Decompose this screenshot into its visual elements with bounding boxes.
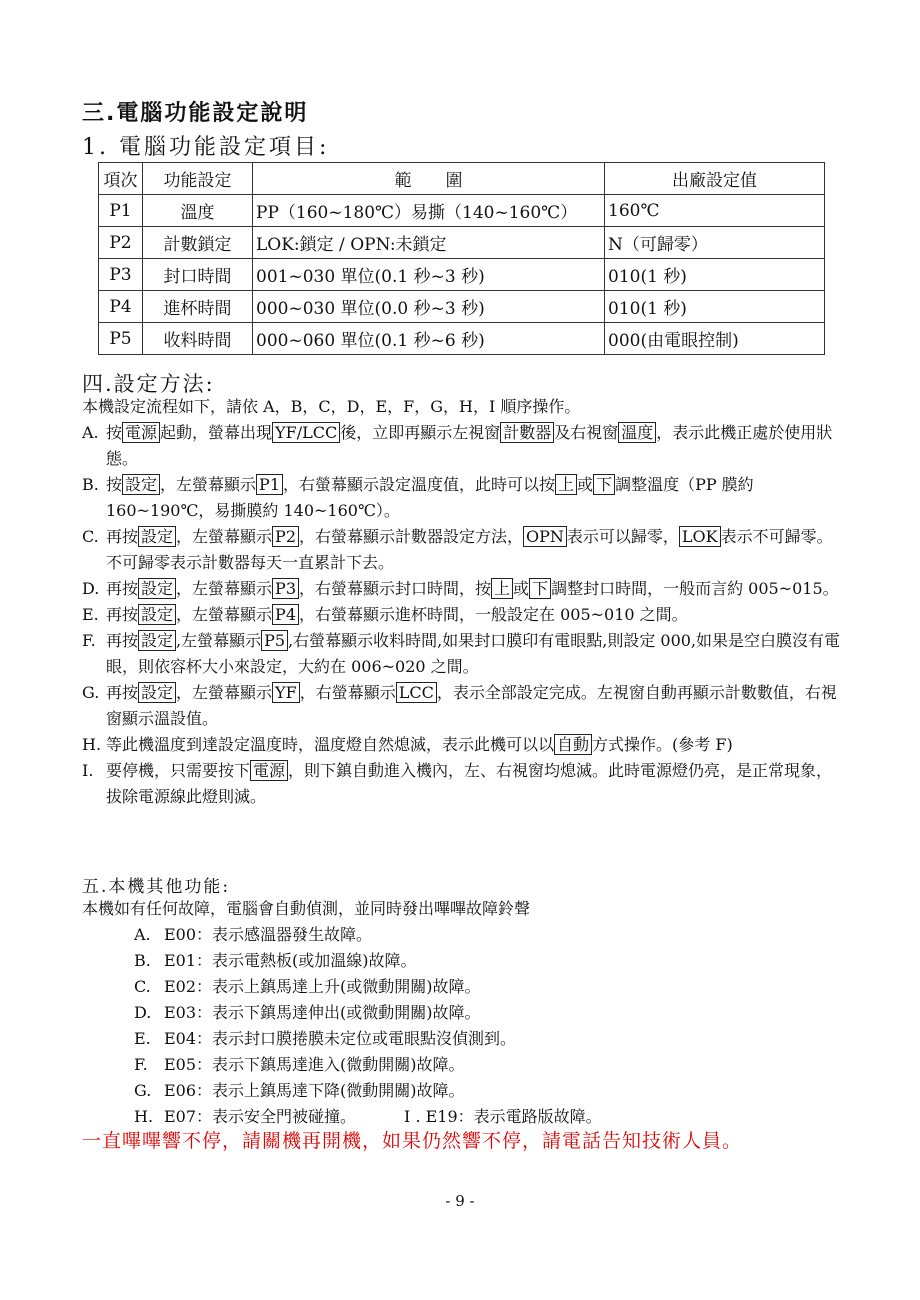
table-row: [99, 195, 825, 227]
cell-no: P5: [99, 323, 143, 355]
step-text: 再按 設定 ,左螢幕顯示 P5 ,右螢幕顯示收料時間,如果封口膜印有電眼點,則設定 000,如果是空白膜沒有電眼，則依容杯大小來設定，大約在 006~020 之間。: [106, 631, 841, 676]
step-e: [82, 602, 842, 628]
setup-steps: [82, 420, 842, 810]
step-label: A.: [82, 423, 99, 442]
step-i: [82, 758, 842, 810]
setup-intro: 本機設定流程如下，請依 A，B，C，D，E，F，G，H，I 順序操作。: [82, 397, 581, 416]
cell-no: P1: [99, 195, 143, 227]
cell-default: 000(由電眼控制): [605, 323, 825, 355]
header-default: 出廠設定值: [605, 163, 825, 195]
list-item: B. E01：表示電熱板(或加溫線)故障。: [134, 951, 417, 970]
set-key-box: 設定: [122, 474, 160, 495]
table-row: [99, 259, 825, 291]
fault-list: [134, 922, 602, 1130]
cell-func: 封口時間: [143, 259, 253, 291]
list-item: G. E06：表示上鎮馬達下降(微動開關)故障。: [134, 1081, 465, 1100]
down-key-box: 下: [593, 474, 615, 495]
step-h: [82, 732, 842, 758]
list-item: C. E02：表示上鎮馬達上升(或微動開關)故障。: [134, 977, 481, 996]
display-box: P1: [256, 474, 283, 495]
step-text: 再按 設定 ，左螢幕顯示 P3 ，右螢幕顯示封口時間，按 上 或 下 調整封口時間，一般而言約 005~015。: [106, 579, 839, 598]
up-key-box: 上: [491, 578, 513, 599]
cell-range: 001~030 單位(0.1 秒~3 秒): [253, 259, 605, 291]
step-text: 再按 設定 ，左螢幕顯示 YF ，右螢幕顯示 LCC ，表示全部設定完成。左視窗自動再顯示計數數值，右視窗顯示溫設值。: [106, 683, 837, 728]
display-box: LOK: [679, 526, 721, 547]
list-item: D. E03：表示下鎮馬達伸出(或微動開關)故障。: [134, 1003, 481, 1022]
step-text: 再按 設定 ，左螢幕顯示 P4 ，右螢幕顯示進杯時間，一般設定在 005~010 之間。: [106, 605, 688, 624]
set-key-box: 設定: [138, 604, 176, 625]
power-key-box: 電源: [250, 760, 288, 781]
step-label: G.: [82, 683, 100, 702]
display-box: P2: [272, 526, 299, 547]
temperature-box: 溫度: [618, 422, 656, 443]
step-f: [82, 628, 842, 680]
settings-table: [98, 162, 825, 355]
set-key-box: 設定: [138, 630, 176, 651]
step-g: [82, 680, 842, 732]
step-text: 要停機，只需要按下 電源 ，則下鎮自動進入機內，左、右視窗均熄滅。此時電源燈仍亮，是正常現象，拔除電源線此燈則滅。: [106, 761, 833, 806]
cell-no: P3: [99, 259, 143, 291]
display-box: YF: [272, 682, 300, 703]
set-key-box: 設定: [138, 682, 176, 703]
cell-range: 000~030 單位(0.0 秒~3 秒): [253, 291, 605, 323]
cell-default: 160℃: [605, 195, 825, 227]
cell-default: 010(1 秒): [605, 291, 825, 323]
cell-range: PP（160~180℃）易撕（140~160℃）: [253, 195, 605, 227]
step-text: 再按 設定 ，左螢幕顯示 P2 ，右螢幕顯示計數器設定方法， OPN 表示可以歸零， LOK 表示不可歸零。不可歸零表示計數器每天一直累計下去。: [106, 527, 833, 572]
subsection-1-title: 1. 電腦功能設定項目:: [82, 135, 330, 160]
list-item: H. E07：表示安全門被碰撞。 I . E19：表示電路版故障。: [134, 1104, 602, 1130]
section-3-title: 三.電腦功能設定說明: [82, 101, 309, 126]
step-label: D.: [82, 579, 100, 598]
header-function: 功能設定: [143, 163, 253, 195]
step-text: 按 設定 ，左螢幕顯示 P1 ，右螢幕顯示設定溫度值，此時可以按 上 或 下 調整溫度（PP 膜約 160~190℃，易撕膜約 140~160℃）。: [106, 475, 754, 520]
cell-func: 計數鎖定: [143, 227, 253, 259]
list-item: A. E00：表示感溫器發生故障。: [134, 925, 373, 944]
step-label: C.: [82, 527, 99, 546]
auto-key-box: 自動: [554, 734, 592, 755]
table-row: [99, 323, 825, 355]
display-box: P3: [272, 578, 299, 599]
step-text: 按 電源 起動，螢幕出現 YF/LCC 後，立即再顯示左視窗 計數器 及右視窗 溫度 ，表示此機正處於使用狀態。: [106, 423, 833, 468]
cell-no: P2: [99, 227, 143, 259]
set-key-box: 設定: [138, 578, 176, 599]
cell-func: 溫度: [143, 195, 253, 227]
page-number: - 9 -: [445, 1192, 475, 1210]
cell-range: LOK:鎖定 / OPN:未鎖定: [253, 227, 605, 259]
header-item-no: 項次: [99, 163, 143, 195]
header-range: 範 圍: [253, 163, 605, 195]
step-b: [82, 472, 842, 524]
cell-func: 收料時間: [143, 323, 253, 355]
up-key-box: 上: [555, 474, 577, 495]
step-label: E.: [82, 605, 99, 624]
table-row: [99, 291, 825, 323]
fault-intro: 本機如有任何故障，電腦會自動偵測，並同時發出嗶嗶故障鈴聲: [82, 899, 531, 918]
display-box: OPN: [523, 526, 567, 547]
step-label: F.: [82, 631, 96, 650]
display-box: LCC: [396, 682, 437, 703]
cell-default: N（可歸零）: [605, 227, 825, 259]
warning-text: 一直嗶嗶響不停，請關機再開機，如果仍然響不停，請電話告知技術人員。: [82, 1130, 743, 1152]
step-a: [82, 420, 842, 472]
set-key-box: 設定: [138, 526, 176, 547]
table-header-row: [99, 163, 825, 195]
fault-extra-item: I . E19：表示電路版故障。: [404, 1107, 602, 1126]
down-key-box: 下: [529, 578, 551, 599]
table-row: [99, 227, 825, 259]
step-label: B.: [82, 475, 99, 494]
section-5-title: 五.本機其他功能:: [82, 877, 231, 897]
section-4-title: 四.設定方法:: [82, 372, 215, 396]
cell-range: 000~060 單位(0.1 秒~6 秒): [253, 323, 605, 355]
display-box: P4: [272, 604, 299, 625]
list-item: E. E04：表示封口膜捲膜未定位或電眼點沒偵測到。: [134, 1029, 517, 1048]
step-label: I.: [82, 761, 94, 780]
cell-default: 010(1 秒): [605, 259, 825, 291]
list-item: F. E05：表示下鎮馬達進入(微動開關)故障。: [134, 1055, 465, 1074]
cell-no: P4: [99, 291, 143, 323]
counter-box: 計數器: [500, 422, 554, 443]
display-box: YF/LCC: [272, 422, 340, 443]
power-key-box: 電源: [122, 422, 160, 443]
step-text: 等此機溫度到達設定溫度時，溫度燈自然熄滅，表示此機可以以 自動 方式操作。(參考 F): [106, 735, 733, 754]
step-c: [82, 524, 842, 576]
cell-func: 進杯時間: [143, 291, 253, 323]
step-label: H.: [82, 735, 102, 754]
step-d: [82, 576, 842, 602]
display-box: P5: [261, 630, 288, 651]
